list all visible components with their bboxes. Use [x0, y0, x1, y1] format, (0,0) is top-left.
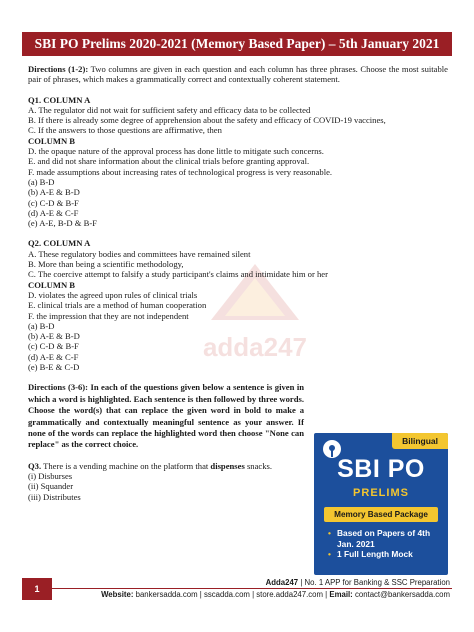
page-footer: [22, 578, 452, 600]
bullet-icon: •: [328, 549, 331, 559]
footer-brand-line: [266, 578, 450, 587]
footer-contact-line: [101, 590, 450, 599]
bullet-icon: •: [328, 528, 331, 538]
q2-option: (d) A-E & C-F: [28, 351, 79, 362]
promo-subtitle: PRELIMS: [353, 487, 409, 499]
directions-1-2-label: Directions (1-2):: [28, 64, 89, 74]
q3-text-before: There is a vending machine on the platform that: [41, 460, 211, 471]
footer-tagline: | No. 1 APP for Banking & SSC Preparation: [300, 578, 450, 587]
q3-option: (ii) Squander: [28, 481, 74, 492]
directions-1-2: [28, 64, 448, 85]
q1-col-b-heading: COLUMN B: [28, 135, 76, 146]
q2-col-b-item: D. violates the agreed upon rules of clinical trials: [28, 289, 198, 300]
q2-col-b-item: F. the impression that they are not independent: [28, 310, 189, 321]
q3-option: (iii) Distributes: [28, 491, 81, 502]
promo-package-label: Memory Based Package: [324, 507, 438, 522]
q2-col-a-item: B. More than being a scientific methodology,: [28, 259, 184, 270]
q2-option: (e) B-E & C-D: [28, 362, 80, 373]
promo-bullet: [328, 528, 443, 549]
promo-bullet-text: 1 Full Length Mock: [337, 549, 413, 559]
q2-option: (b) A-E & B-D: [28, 331, 80, 342]
q3-text-after: snacks.: [244, 460, 273, 471]
promo-bullet: [328, 549, 443, 560]
email-label: Email:: [329, 590, 353, 599]
q3-option: (i) Disburses: [28, 471, 73, 482]
sbi-po-promo-banner[interactable]: [314, 433, 448, 575]
website-label: Website:: [101, 590, 134, 599]
directions-1-2-text: Two columns are given in each question and each column has three phrases. Choose the most suitable pair of phrases, which makes a grammatically correct and contextually coherent statement.: [28, 64, 448, 85]
page-title: SBI PO Prelims 2020-2021 (Memory Based Paper) – 5th January 2021: [22, 32, 452, 56]
q2-col-a-heading: Q2. COLUMN A: [28, 238, 91, 249]
promo-bullets: [328, 528, 443, 560]
q2-option: (a) B-D: [28, 320, 55, 331]
q1-col-b-item: D. the opaque nature of the approval process has done little to mitigate such concerns.: [28, 146, 324, 157]
q2-option: (c) C-D & B-F: [28, 341, 79, 352]
bilingual-badge: Bilingual: [392, 433, 448, 449]
q2-col-b-item: E. clinical trials are a method of human cooperation: [28, 300, 207, 311]
q1-option: (c) C-D & B-F: [28, 197, 79, 208]
watermark-text: adda247: [202, 332, 308, 362]
website-links[interactable]: bankersadda.com | sscadda.com | store.adda247.com |: [135, 590, 328, 599]
q2-col-a-item: C. The coercive attempt to falsify a study participant's claims and intimidate him or her: [28, 269, 328, 280]
footer-brand: Adda247: [265, 578, 299, 587]
q1-col-a-item: C. If the answers to those questions are affirmative, then: [28, 125, 222, 136]
q1-option: (d) A-E & C-F: [28, 207, 79, 218]
q3-highlighted-word: dispenses: [210, 460, 245, 471]
q3-label: Q3.: [28, 460, 42, 471]
q1-col-b-item: F. made assumptions about increasing rates of technological progress is very reasonable.: [28, 166, 333, 177]
q1-option: (e) A-E, B-D & B-F: [28, 218, 97, 229]
q1-col-a-item: A. The regulator did not wait for sufficient safety and efficacy data to be collected: [28, 104, 311, 115]
directions-3-6: Directions (3-6): In each of the questions given below a sentence is given in which a word is highlighted. Each sentence is then followed by three words. Choose the word(s) that can replace the given word in bold to make a grammatically and contextually meaningful sentence as your answer. If none of the words can replace the highlighted word then choose "None can replace" as the correct choice.: [28, 382, 304, 450]
promo-bullet-text: Based on Papers of 4th Jan. 2021: [337, 528, 431, 549]
page-number: 1: [22, 578, 52, 600]
q1-col-a-item: B. If there is already some degree of apprehension about the safety and efficacy of COVID-19 vaccines,: [28, 115, 386, 126]
q2-col-a-item: A. These regulatory bodies and committees have remained silent: [28, 248, 251, 259]
promo-title: SBI PO: [337, 455, 425, 483]
email-link[interactable]: contact@bankersadda.com: [354, 590, 450, 599]
q1-col-b-item: E. and did not share information about the clinical trials before granting approval.: [28, 156, 310, 167]
q1-option: (b) A-E & B-D: [28, 187, 80, 198]
q2-col-b-heading: COLUMN B: [28, 279, 76, 290]
q1-option: (a) B-D: [28, 176, 55, 187]
footer-divider: [52, 588, 452, 589]
q1-col-a-heading: Q1. COLUMN A: [28, 94, 91, 105]
